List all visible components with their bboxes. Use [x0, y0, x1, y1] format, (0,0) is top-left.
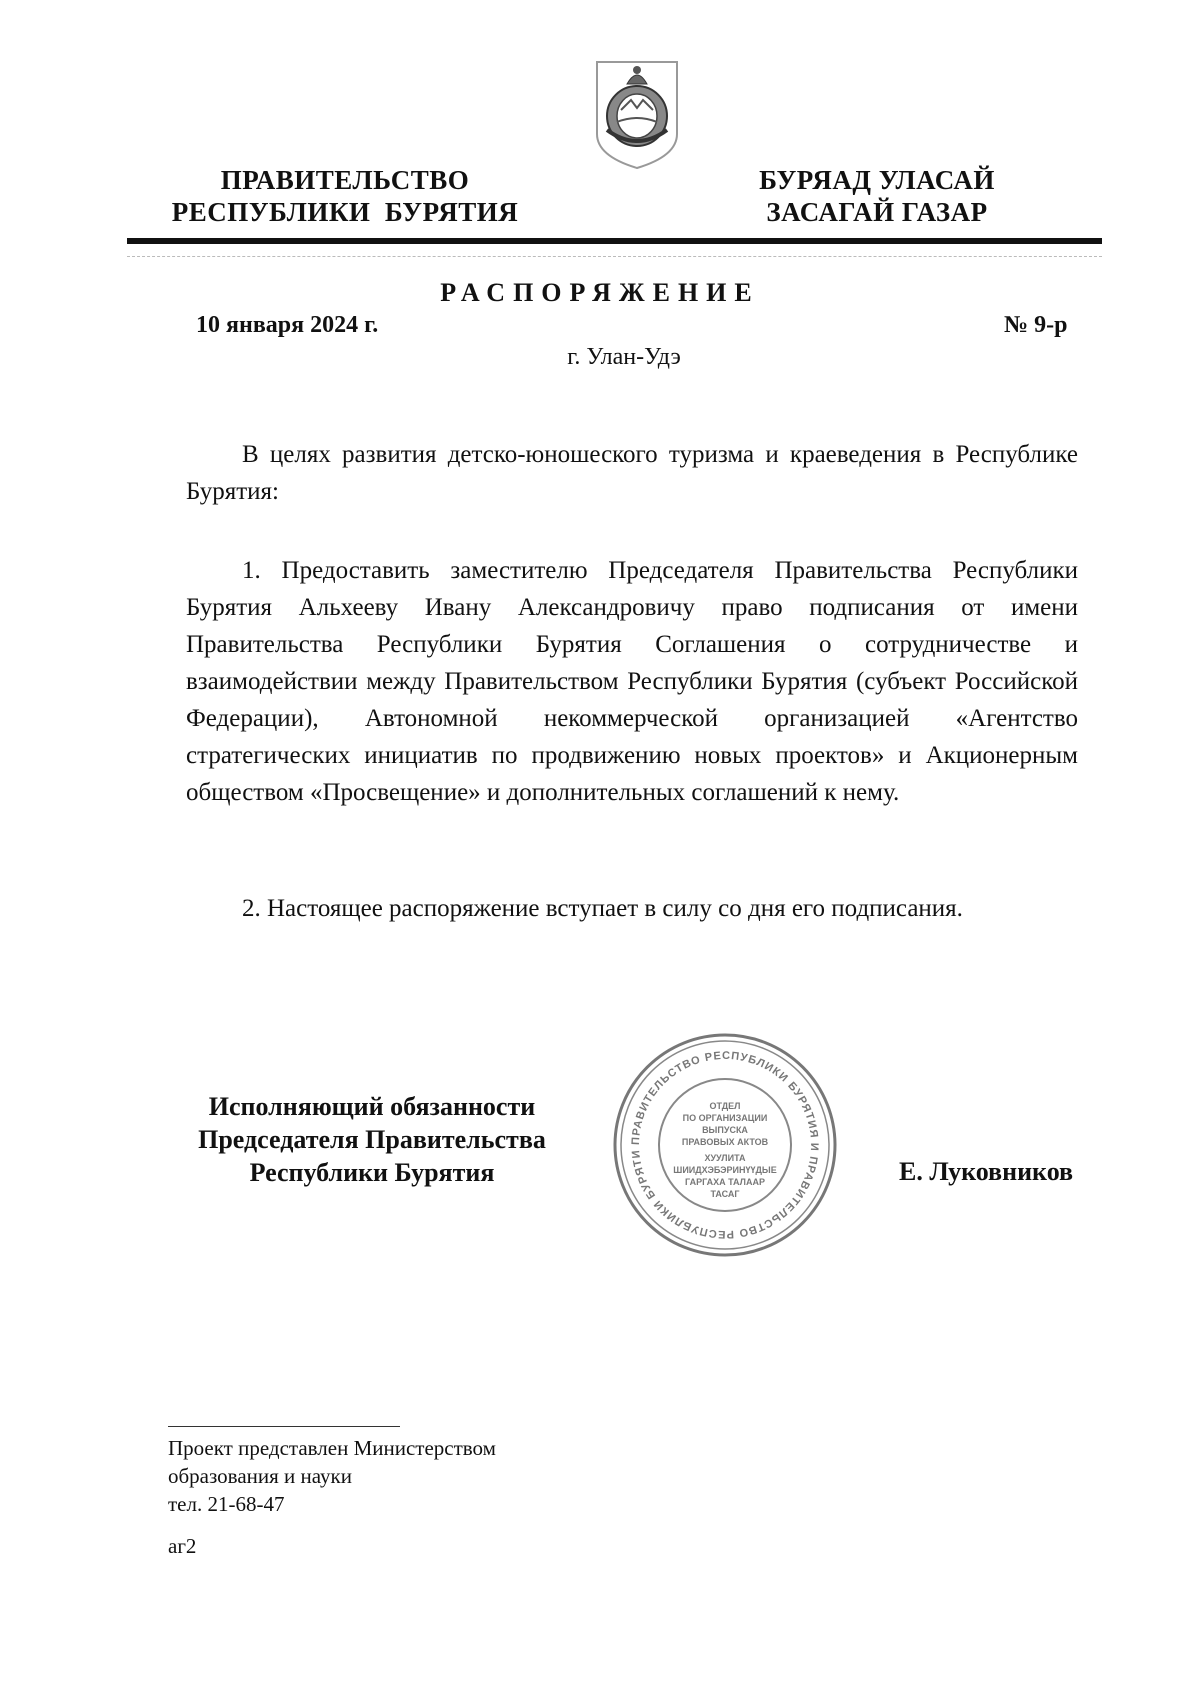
seal-outer-text: ПРАВИТЕЛЬСТВО РЕСПУБЛИКИ БУРЯТИЯ И ПРАВИТЕЛЬСТВО РЕСПУБЛИКИ БУРЯТИ — [629, 1049, 821, 1241]
document-city: г. Улан-Удэ — [567, 344, 681, 370]
signatory-title — [166, 1090, 578, 1189]
footer-divider — [168, 1426, 400, 1427]
coat-of-arms-icon — [591, 56, 683, 172]
signatory-title-line2: Председателя Правительства — [198, 1125, 546, 1154]
document-number: № 9-р — [1004, 312, 1068, 338]
seal-line-7: ГАРГАХА ТАЛААР — [685, 1177, 765, 1187]
header-right-line2: ЗАСАГАЙ ГАЗАР — [766, 197, 988, 227]
intro-paragraph: В целях развития детско-юношеского туризма и краеведения в Республике Бурятия: — [186, 441, 1078, 505]
seal-line-3: ВЫПУСКА — [702, 1125, 748, 1135]
item2-paragraph: 2. Настоящее распоряжение вступает в силу со дня его подписания. — [242, 895, 963, 922]
header-divider-thin — [127, 256, 1102, 257]
official-seal — [610, 1030, 840, 1260]
seal-line-1: ОТДЕЛ — [709, 1101, 741, 1111]
seal-line-6: ШИИДХЭБЭРИНҮҮДЫЕ — [673, 1165, 777, 1175]
seal-line-2: ПО ОРГАНИЗАЦИИ — [682, 1113, 768, 1123]
header-left-line2: РЕСПУБЛИКИ БУРЯТИЯ — [171, 197, 519, 227]
footer-line1: Проект представлен Министерством — [168, 1436, 496, 1460]
executor-code: аг2 — [168, 1534, 197, 1558]
document-date: 10 января 2024 г. — [196, 312, 379, 338]
seal-line-5: ХУУЛИТА — [704, 1153, 746, 1163]
header-divider — [127, 238, 1102, 244]
footer-line2: образования и науки — [168, 1464, 352, 1488]
body-item2 — [186, 890, 1078, 927]
signatory-name: Е. Луковников — [899, 1157, 1074, 1186]
seal-line-8: ТАСАГ — [710, 1189, 740, 1199]
body-intro — [186, 436, 1078, 510]
header-right-block — [727, 164, 1027, 228]
footer-note — [168, 1434, 496, 1518]
header-left-block — [150, 164, 540, 228]
signatory-title-line3: Республики Бурятия — [249, 1158, 495, 1187]
item1-paragraph: 1. Предоставить заместителю Председателя Правительства Республики Бурятия Альхееву Ивану Александровичу право подписания от имени Правительства Республики Бурятия Соглашения о сотрудничестве и взаимодействии между Правительством Республики Бурятия (субъект Российской Федерации), Автономной некоммерческой организацией «Агентство стратегических инициатив по продвижению новых проектов» и Акционерным обществом «Просвещение» и дополнительных соглашений к нему. — [186, 557, 1078, 806]
body-item1 — [186, 552, 1078, 811]
svg-text:ПРАВИТЕЛЬСТВО РЕСПУБЛИКИ БУРЯТ — [610, 1030, 820, 1240]
signatory-title-line1: Исполняющий обязанности — [208, 1092, 536, 1121]
footer-phone: тел. 21-68-47 — [168, 1492, 285, 1516]
document-type: РАСПОРЯЖЕНИЕ — [440, 278, 760, 307]
header-right-line1: БУРЯАД УЛАСАЙ — [759, 165, 995, 195]
header-left-line1: ПРАВИТЕЛЬСТВО — [220, 165, 470, 195]
seal-line-4: ПРАВОВЫХ АКТОВ — [681, 1137, 769, 1147]
